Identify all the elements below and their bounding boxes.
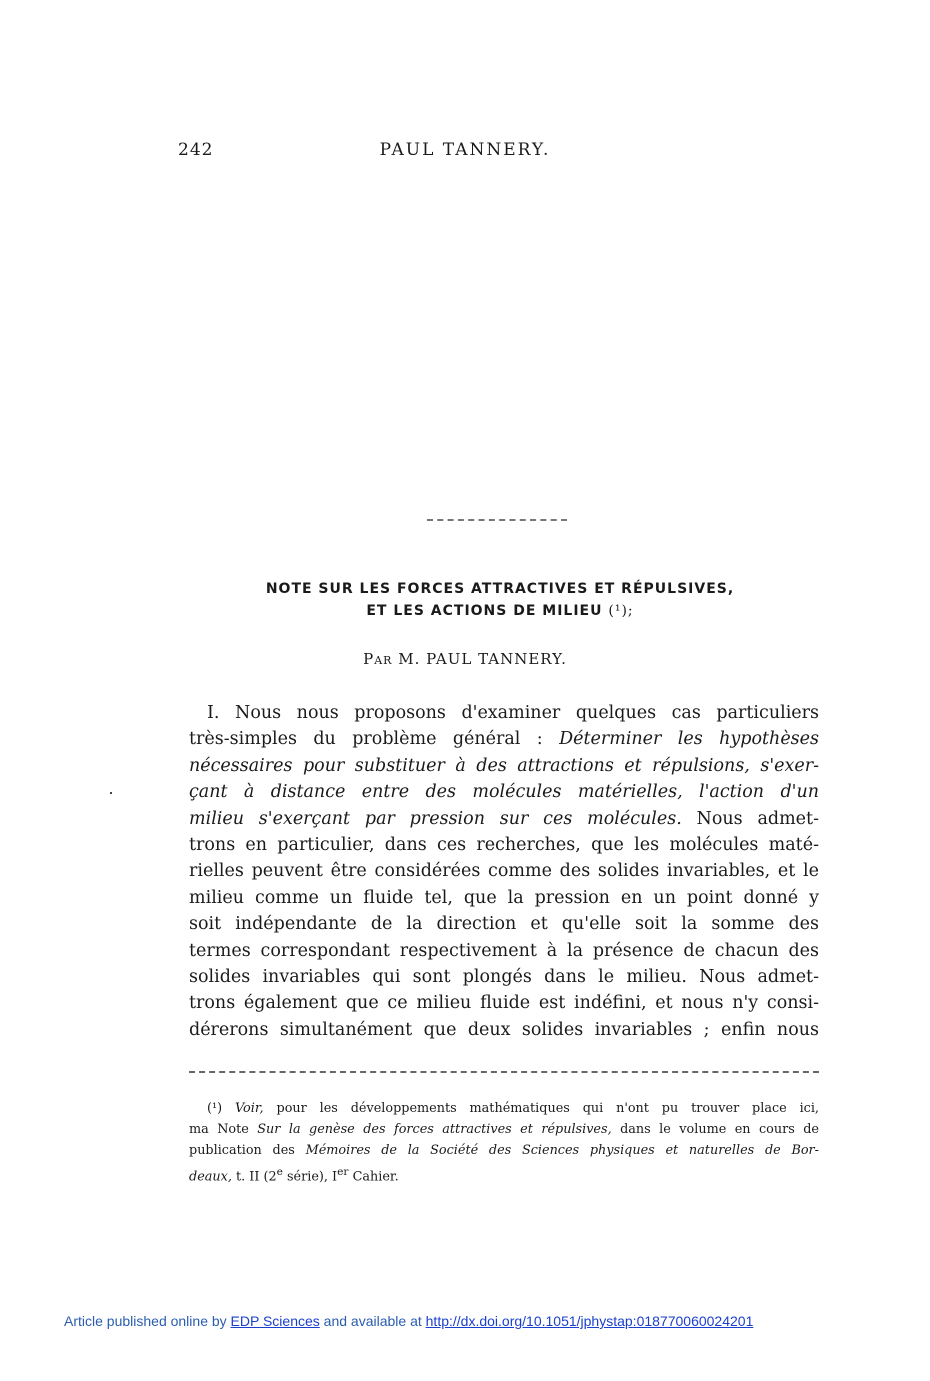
footer-prefix: Article published online by bbox=[64, 1313, 231, 1329]
body-line: trons également que ce milieu fluide est indéfini, et nous n'y consi- bbox=[189, 993, 819, 1014]
running-title: PAUL TANNERY. bbox=[379, 140, 551, 160]
publisher-footer bbox=[64, 1313, 864, 1329]
footnote bbox=[189, 1098, 819, 1185]
body-line: soit indépendante de la direction et qu'elle soit la somme des bbox=[189, 914, 819, 935]
body-line: dérerons simultanément que deux solides invariables ; enfin nous bbox=[189, 1019, 819, 1040]
body-paragraph bbox=[189, 700, 819, 1043]
footnote-marker: (¹) bbox=[207, 1101, 223, 1116]
body-line: termes correspondant respectivement à la présence de chacun des bbox=[189, 940, 819, 961]
article-title-line2 bbox=[180, 600, 820, 622]
body-line: I. Nous nous proposons d'examiner quelques cas particuliers bbox=[207, 703, 819, 723]
byline-par: Par bbox=[363, 650, 393, 668]
article-title-line2-text: ET LES ACTIONS DE MILIEU bbox=[366, 603, 603, 619]
doi-link[interactable]: http://dx.doi.org/10.1051/jphystap:018770060024201 bbox=[425, 1313, 754, 1329]
footnote-line: (¹) Voir, pour les développements mathématiques qui n'ont pu trouver place ici, bbox=[207, 1101, 819, 1116]
footnote-rule bbox=[189, 1071, 819, 1075]
publisher-link[interactable]: EDP Sciences bbox=[230, 1313, 320, 1329]
footnote-reference[interactable]: (¹); bbox=[608, 603, 634, 619]
footer-middle: and available at bbox=[319, 1313, 426, 1329]
body-line: milieu comme un fluide tel, que la pression en un point donné y bbox=[189, 887, 819, 908]
byline-author: M. PAUL TANNERY. bbox=[398, 650, 567, 668]
body-line: nécessaires pour substituer à des attractions et répulsions, s'exer- bbox=[189, 755, 819, 776]
running-head bbox=[0, 140, 930, 164]
ornament-rule bbox=[427, 519, 567, 523]
body-line: rielles peuvent être considérées comme des solides invariables, et le bbox=[189, 861, 819, 882]
page-number: 242 bbox=[178, 140, 214, 160]
article-title bbox=[180, 578, 820, 622]
byline bbox=[0, 650, 930, 668]
body-line: milieu s'exerçant par pression sur ces molécules. Nous admet- bbox=[189, 808, 819, 829]
body-line: solides invariables qui sont plongés dans le milieu. Nous admet- bbox=[189, 966, 819, 987]
body-line: trons en particulier, dans ces recherches, que les molécules maté- bbox=[189, 834, 819, 855]
footnote-line: publication des Mémoires de la Société des Sciences physiques et naturelles de Bor- bbox=[189, 1143, 819, 1158]
footnote-line: deaux, t. II (2e série), Ier Cahier. bbox=[189, 1165, 399, 1185]
margin-mark bbox=[110, 792, 112, 794]
footnote-line: ma Note Sur la genèse des forces attractives et répulsives, dans le volume en cours de bbox=[189, 1122, 819, 1137]
article-title-line1: NOTE SUR LES FORCES ATTRACTIVES ET RÉPULSIVES, bbox=[265, 581, 735, 597]
body-line: çant à distance entre des molécules matérielles, l'action d'un bbox=[189, 782, 819, 803]
body-line: très-simples du problème général : Déterminer les hypothèses bbox=[189, 729, 819, 750]
